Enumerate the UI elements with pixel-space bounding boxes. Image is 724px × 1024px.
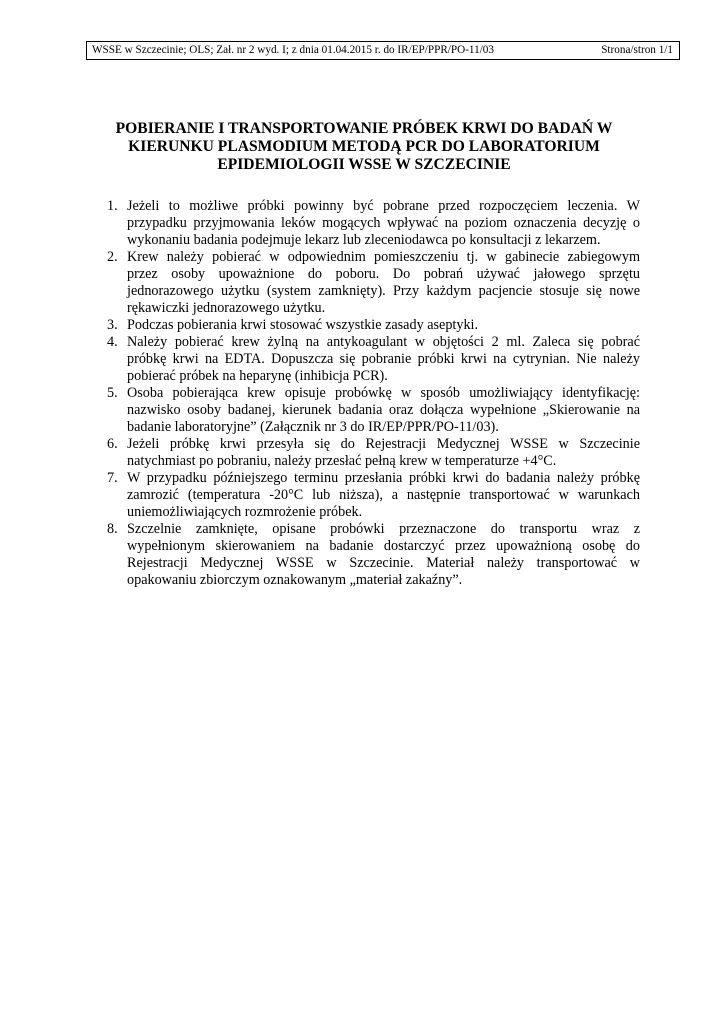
title-line: EPIDEMIOLOGII WSSE W SZCZECINIE xyxy=(217,156,511,173)
page-header xyxy=(86,41,680,60)
list-item-text-line: Podczas pobierania krwi stosować wszystkie zasady aseptyki. xyxy=(127,317,479,333)
list-item-number: 1. xyxy=(107,198,118,214)
list-item xyxy=(100,198,640,249)
list-item xyxy=(100,334,640,385)
list-item-text-line: natychmiast po pobraniu, należy przesłać pełną krew w temperaturze +4°C. xyxy=(127,453,557,469)
instruction-list xyxy=(100,198,640,589)
list-item xyxy=(100,385,640,436)
list-item xyxy=(100,249,640,317)
title-line: POBIERANIE I TRANSPORTOWANIE PRÓBEK KRWI DO BADAŃ W xyxy=(115,120,613,137)
list-item-number: 8. xyxy=(107,521,118,537)
list-item-text-line: rękawiczki jednorazowego użytku. xyxy=(127,300,326,316)
list-item xyxy=(100,436,640,470)
header-document-reference: WSSE w Szczecinie; OLS; Zał. nr 2 wyd. I; z dnia 01.04.2015 r. do IR/EP/PPR/PO-11/03 xyxy=(92,44,494,56)
list-item-text-line: jednorazowego użytku (system zamknięty). Przy każdym pacjencie stosuje się nowe xyxy=(127,283,640,299)
list-item xyxy=(100,317,640,334)
list-item-number: 2. xyxy=(107,249,118,265)
list-item-number: 6. xyxy=(107,436,118,452)
title-line: KIERUNKU PLASMODIUM METODĄ PCR DO LABORATORIUM xyxy=(128,138,600,155)
list-item-text-line: przypadku przyjmowania leków mogących wpływać na poziom oznaczenia decyzję o xyxy=(127,215,640,231)
list-item-text-line: wypełnionym skierowaniem na badanie dostarczyć przez upoważnioną osobę do xyxy=(127,538,640,554)
list-item-text-line: nazwisko osoby badanej, kierunek badania oraz dołącza wypełnione „Skierowanie na xyxy=(127,402,640,418)
list-item-number: 7. xyxy=(107,470,118,486)
list-item-text-line: uniemożliwiających rozmrożenie próbek. xyxy=(127,504,363,520)
list-item-number: 5. xyxy=(107,385,118,401)
list-item-text-line: Szczelnie zamknięte, opisane probówki przeznaczone do transportu wraz z xyxy=(127,521,640,537)
list-item-text-line: badanie laboratoryjne” (Załącznik nr 3 do IR/EP/PPR/PO-11/03). xyxy=(127,419,499,435)
list-item-text-line: wykonaniu badania podejmuje lekarz lub zleceniodawca po konsultacji z lekarzem. xyxy=(127,232,601,248)
list-item-text-line: Osoba pobierająca krew opisuje probówkę w sposób umożliwiający identyfikację: xyxy=(127,385,640,401)
list-item-text-line: W przypadku późniejszego terminu przesłania próbki krwi do badania należy próbkę xyxy=(127,470,640,486)
list-item-text-line: Krew należy pobierać w odpowiednim pomieszczeniu tj. w gabinecie zabiegowym xyxy=(127,249,640,265)
list-item-number: 4. xyxy=(107,334,118,350)
header-page-number: Strona/stron 1/1 xyxy=(601,44,673,56)
list-item-text-line: pobierać próbek na heparynę (inhibicja PCR). xyxy=(127,368,388,384)
list-item-text-line: zamrozić (temperatura -20°C lub niższa), a następnie transportować w warunkach xyxy=(127,487,640,503)
list-item-text-line: próbkę krwi na EDTA. Dopuszcza się pobranie próbki krwi na cytrynian. Nie należy xyxy=(127,351,640,367)
list-item-text-line: Należy pobierać krew żylną na antykoagulant w objętości 2 ml. Zaleca się pobrać xyxy=(127,334,640,350)
list-item-text-line: Jeżeli próbkę krwi przesyła się do Rejestracji Medycznej WSSE w Szczecinie xyxy=(127,436,640,452)
list-item-text-line: Jeżeli to możliwe próbki powinny być pobrane przed rozpoczęciem leczenia. W xyxy=(127,198,640,214)
list-item-text-line: Rejestracji Medycznej WSSE w Szczecinie. Materiał należy transportować w xyxy=(127,555,640,571)
list-item-number: 3. xyxy=(107,317,118,333)
list-item-text-line: przez osoby upoważnione do poboru. Do pobrań używać jałowego sprzętu xyxy=(127,266,640,282)
list-item xyxy=(100,470,640,521)
document-title xyxy=(80,120,648,174)
list-item xyxy=(100,521,640,589)
list-item-text-line: opakowaniu zbiorczym oznakowanym „materiał zakaźny”. xyxy=(127,572,463,588)
